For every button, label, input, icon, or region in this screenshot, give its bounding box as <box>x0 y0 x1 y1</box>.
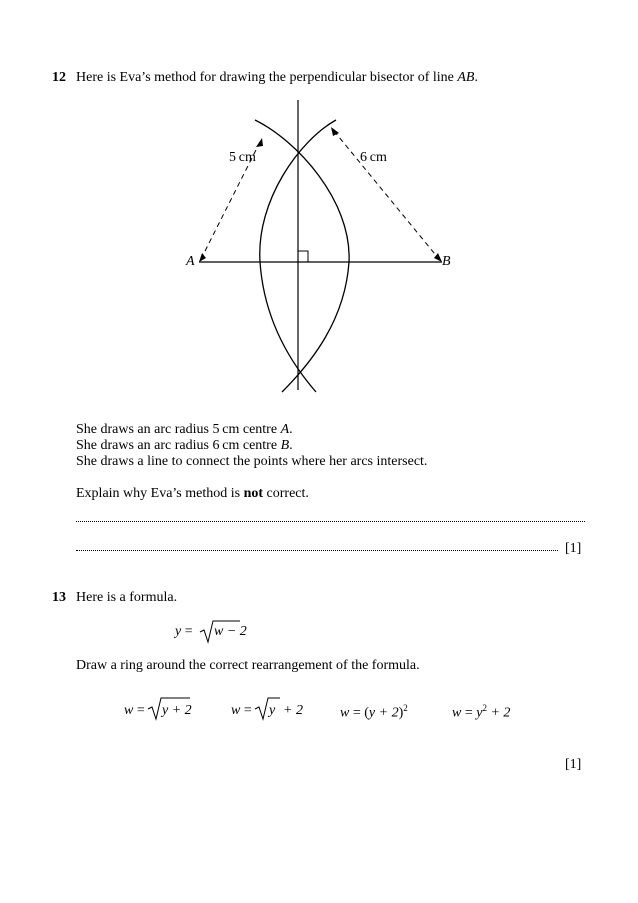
formula-radicand: w − 2 <box>214 624 247 639</box>
option-2-tail: + 2 <box>283 703 303 718</box>
option-4-base: y <box>476 705 483 721</box>
formula-lhs: y <box>175 624 182 639</box>
option-1-equals: = <box>136 703 145 718</box>
option-1-radicand: y + 2 <box>162 703 192 718</box>
option-4-tail: + 2 <box>490 705 511 721</box>
step-2-variable: B <box>280 438 290 453</box>
label-a: A <box>186 254 195 269</box>
option-3-inner: y + 2 <box>368 705 399 721</box>
option-2-radicand: y <box>269 703 276 718</box>
option-3-close-paren: ) <box>398 705 404 721</box>
option-4-exponent: 2 <box>482 703 487 713</box>
option-3[interactable] <box>340 703 408 722</box>
marks: [1] <box>565 541 582 556</box>
label-b: B <box>442 254 451 269</box>
option-2[interactable] <box>231 703 252 719</box>
intro-text: Here is Eva’s method for drawing the perpendicular bisector of line <box>76 70 458 85</box>
option-2-lhs: w <box>231 703 241 718</box>
question-number: 12 <box>52 70 66 85</box>
option-2-equals: = <box>243 703 252 718</box>
option-3-equals: = <box>352 705 361 721</box>
step-1-period: . <box>289 422 293 437</box>
step-2-period: . <box>289 438 293 453</box>
explain-bold: not <box>243 486 264 501</box>
question-number: 13 <box>52 590 66 605</box>
option-3-lhs: w <box>340 705 350 721</box>
intro-period: . <box>474 70 478 85</box>
step-2-text: She draws an arc radius 6 cm centre <box>76 438 281 453</box>
step-1-text: She draws an arc radius 5 cm centre <box>76 422 281 437</box>
option-3-exponent: 2 <box>403 703 408 713</box>
step-3: She draws a line to connect the points where her arcs intersect. <box>76 454 428 469</box>
option-4-equals: = <box>464 705 473 721</box>
explain-text: Explain why Eva’s method is <box>76 486 244 501</box>
step-1-variable: A <box>280 422 290 437</box>
label-5cm: 5 cm <box>229 150 256 165</box>
formula-equals: = <box>184 624 193 639</box>
marks: [1] <box>565 757 582 772</box>
label-6cm: 6 cm <box>360 150 387 165</box>
instruction: Draw a ring around the correct rearrangement of the formula. <box>76 658 420 673</box>
explain-text-end: correct. <box>263 486 309 501</box>
option-4-lhs: w <box>452 705 462 721</box>
option-4[interactable] <box>452 703 510 722</box>
question-intro: Here is a formula. <box>76 590 178 605</box>
option-3-open-paren: ( <box>364 705 369 721</box>
intro-variable: AB <box>457 70 475 85</box>
option-1[interactable] <box>124 703 145 719</box>
option-1-lhs: w <box>124 703 134 718</box>
